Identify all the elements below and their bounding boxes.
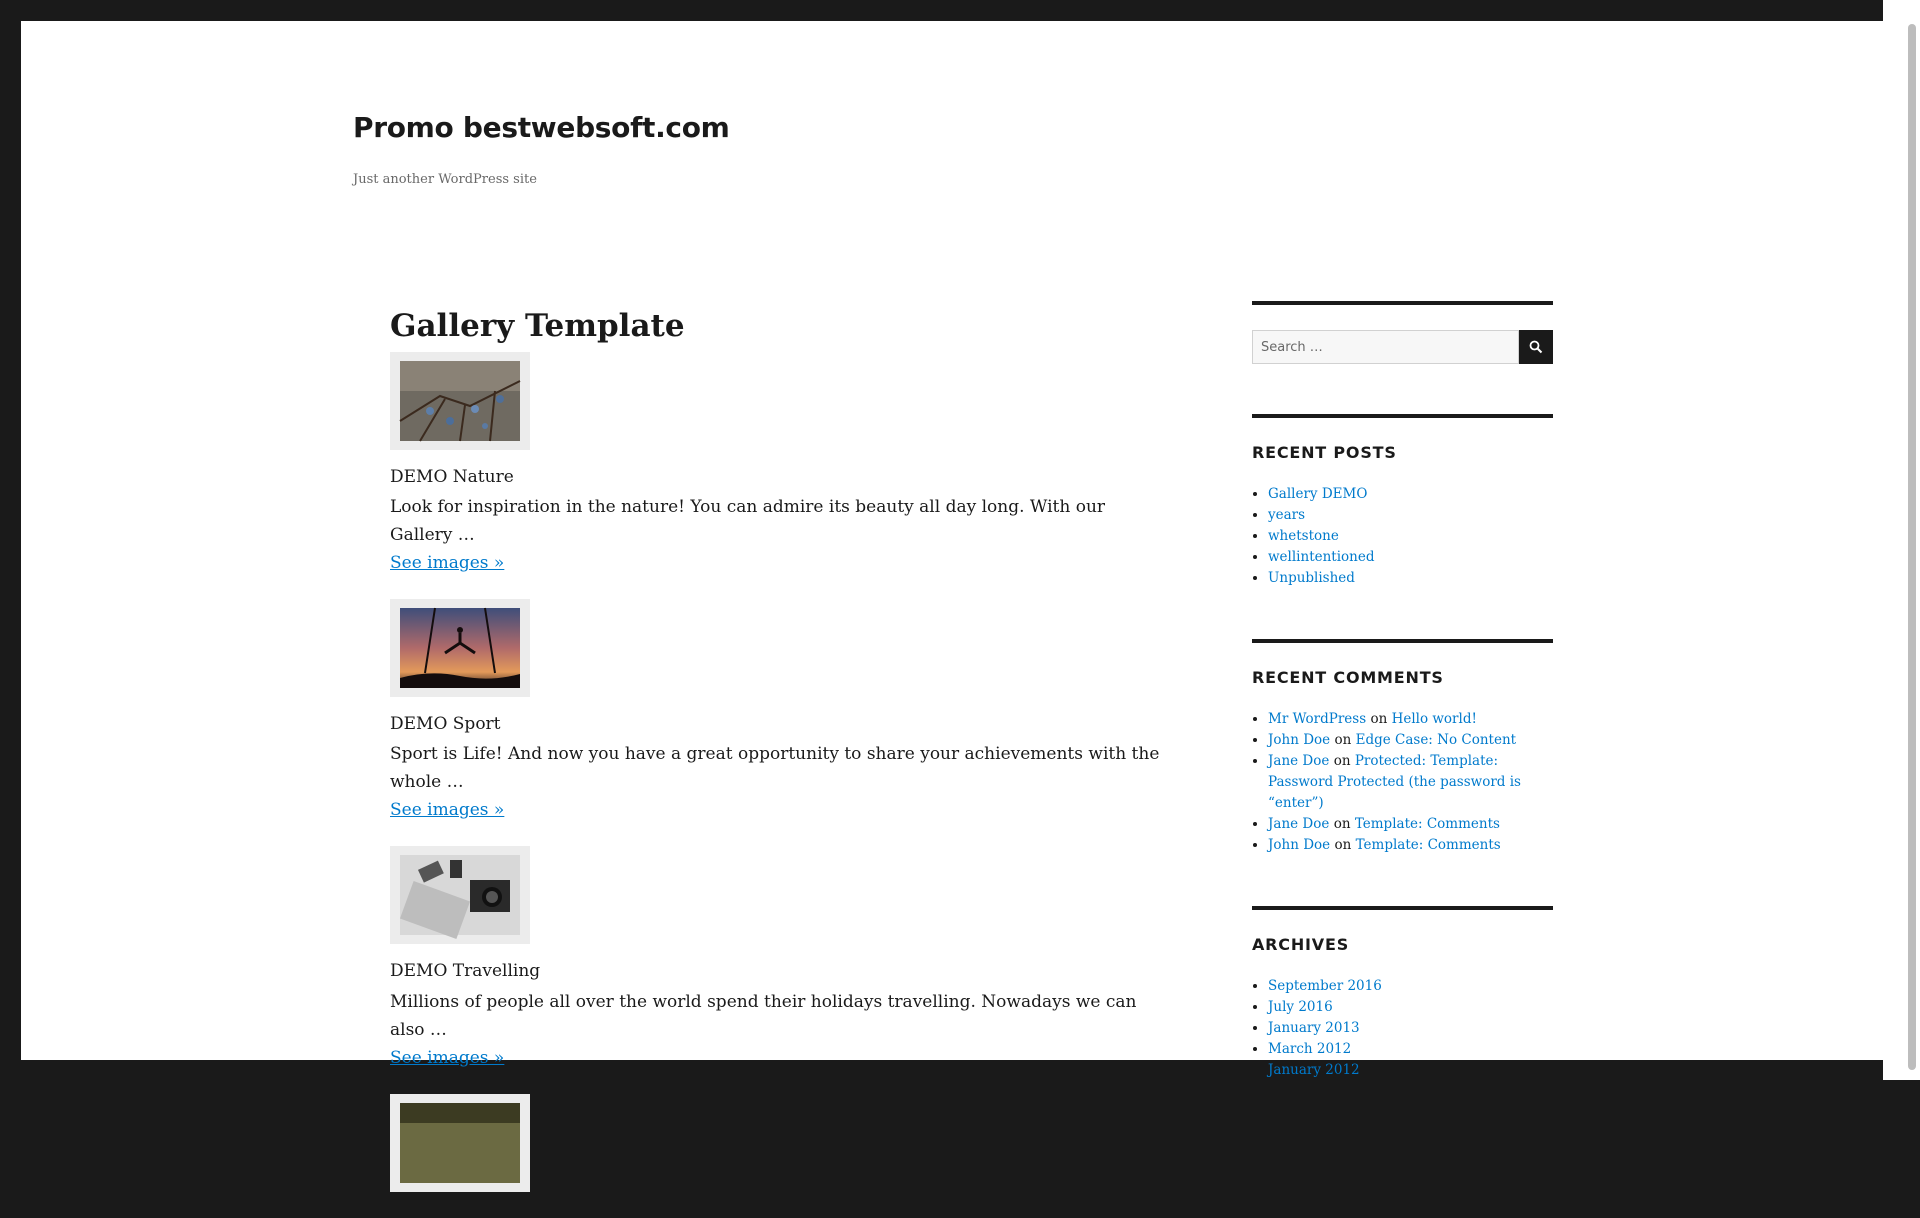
list-item bbox=[1268, 1060, 1553, 1081]
sidebar bbox=[1252, 301, 1553, 1131]
recent-posts-widget bbox=[1252, 414, 1553, 589]
comment-post-link[interactable]: Template: Comments bbox=[1355, 837, 1501, 853]
list-item bbox=[1268, 505, 1553, 526]
main-content bbox=[390, 306, 1190, 1218]
comment-post-link[interactable]: Template: Comments bbox=[1354, 816, 1500, 832]
item-excerpt: Look for inspiration in the nature! You can admire its beauty all day long. With our Gallery … bbox=[390, 497, 1106, 546]
recent-comments-list bbox=[1252, 709, 1553, 856]
archives-list bbox=[1252, 976, 1553, 1081]
comment-item bbox=[1268, 835, 1553, 856]
recent-posts-title: RECENT POSTS bbox=[1252, 443, 1397, 462]
comment-author-link[interactable]: John Doe bbox=[1268, 837, 1331, 853]
comment-post-link[interactable]: Hello world! bbox=[1391, 711, 1477, 727]
list-item bbox=[1268, 484, 1553, 505]
archives-title: ARCHIVES bbox=[1252, 935, 1350, 954]
search-icon bbox=[1529, 340, 1543, 354]
list-item bbox=[1268, 568, 1553, 589]
comment-item bbox=[1268, 709, 1553, 730]
post-link[interactable]: whetstone bbox=[1268, 528, 1339, 544]
search-button[interactable] bbox=[1519, 330, 1553, 364]
gallery-item bbox=[390, 1094, 1190, 1196]
gallery-item bbox=[390, 846, 1190, 1071]
see-images-link[interactable]: See images » bbox=[390, 800, 505, 821]
scrollbar-thumb[interactable] bbox=[1908, 24, 1916, 1070]
list-item bbox=[1268, 526, 1553, 547]
list-item bbox=[1268, 997, 1553, 1018]
recent-comments-title: RECENT COMMENTS bbox=[1252, 668, 1444, 687]
list-item bbox=[1268, 976, 1553, 997]
archive-link[interactable]: January 2013 bbox=[1268, 1020, 1360, 1036]
list-item bbox=[1268, 1039, 1553, 1060]
gallery-thumbnail[interactable] bbox=[400, 1103, 520, 1183]
comment-post-link[interactable]: Edge Case: No Content bbox=[1355, 732, 1517, 748]
archive-link[interactable]: September 2016 bbox=[1268, 978, 1382, 994]
comment-on-text: on bbox=[1370, 711, 1388, 727]
comment-author-link[interactable]: Jane Doe bbox=[1268, 753, 1330, 769]
see-images-link[interactable]: See images » bbox=[390, 1047, 505, 1068]
archive-link[interactable]: July 2016 bbox=[1268, 999, 1333, 1015]
list-item bbox=[1268, 1018, 1553, 1039]
travelling-thumbnail[interactable] bbox=[400, 855, 520, 935]
thumbnail-frame[interactable] bbox=[390, 1094, 530, 1192]
comment-item bbox=[1268, 814, 1553, 835]
search-form bbox=[1252, 330, 1553, 364]
gallery-item bbox=[390, 352, 1190, 577]
thumbnail-frame[interactable] bbox=[390, 846, 530, 944]
item-excerpt: Sport is Life! And now you have a great opportunity to share your achievements with the whole … bbox=[390, 744, 1160, 793]
search-input[interactable] bbox=[1252, 330, 1519, 364]
recent-comments-widget bbox=[1252, 639, 1553, 856]
site-description: Just another WordPress site bbox=[353, 172, 537, 187]
archive-link[interactable]: January 2012 bbox=[1268, 1062, 1360, 1078]
search-widget bbox=[1252, 301, 1553, 364]
thumbnail-frame[interactable] bbox=[390, 352, 530, 450]
post-link[interactable]: wellintentioned bbox=[1268, 549, 1375, 565]
comment-on-text: on bbox=[1333, 816, 1351, 832]
comment-author-link[interactable]: Mr WordPress bbox=[1268, 711, 1367, 727]
comment-item bbox=[1268, 730, 1553, 751]
comment-on-text: on bbox=[1333, 753, 1351, 769]
thumbnail-frame[interactable] bbox=[390, 599, 530, 697]
recent-posts-list bbox=[1252, 484, 1553, 589]
gallery-item bbox=[390, 599, 1190, 824]
post-link[interactable]: Unpublished bbox=[1268, 570, 1355, 586]
comment-author-link[interactable]: John Doe bbox=[1268, 732, 1331, 748]
comment-on-text: on bbox=[1334, 837, 1352, 853]
page-title: Gallery Template bbox=[390, 308, 685, 344]
item-title: DEMO Travelling bbox=[390, 961, 541, 982]
item-title: DEMO Nature bbox=[390, 467, 514, 488]
comment-author-link[interactable]: Jane Doe bbox=[1268, 816, 1330, 832]
post-link[interactable]: Gallery DEMO bbox=[1268, 486, 1368, 502]
item-title: DEMO Sport bbox=[390, 714, 501, 735]
site-title[interactable]: Promo bestwebsoft.com bbox=[353, 111, 730, 144]
see-images-link[interactable]: See images » bbox=[390, 553, 505, 574]
post-link[interactable]: years bbox=[1268, 507, 1306, 523]
archives-widget bbox=[1252, 906, 1553, 1081]
nature-thumbnail[interactable] bbox=[400, 361, 520, 441]
page bbox=[21, 21, 1883, 1078]
comment-post-link[interactable]: Protected: Template: Password Protected (the password is “enter”) bbox=[1268, 753, 1521, 811]
sport-thumbnail[interactable] bbox=[400, 608, 520, 688]
list-item bbox=[1268, 547, 1553, 568]
item-excerpt: Millions of people all over the world spend their holidays travelling. Nowadays we can also … bbox=[390, 991, 1137, 1040]
archive-link[interactable]: March 2012 bbox=[1268, 1041, 1352, 1057]
comment-item bbox=[1268, 751, 1553, 814]
comment-on-text: on bbox=[1334, 732, 1352, 748]
